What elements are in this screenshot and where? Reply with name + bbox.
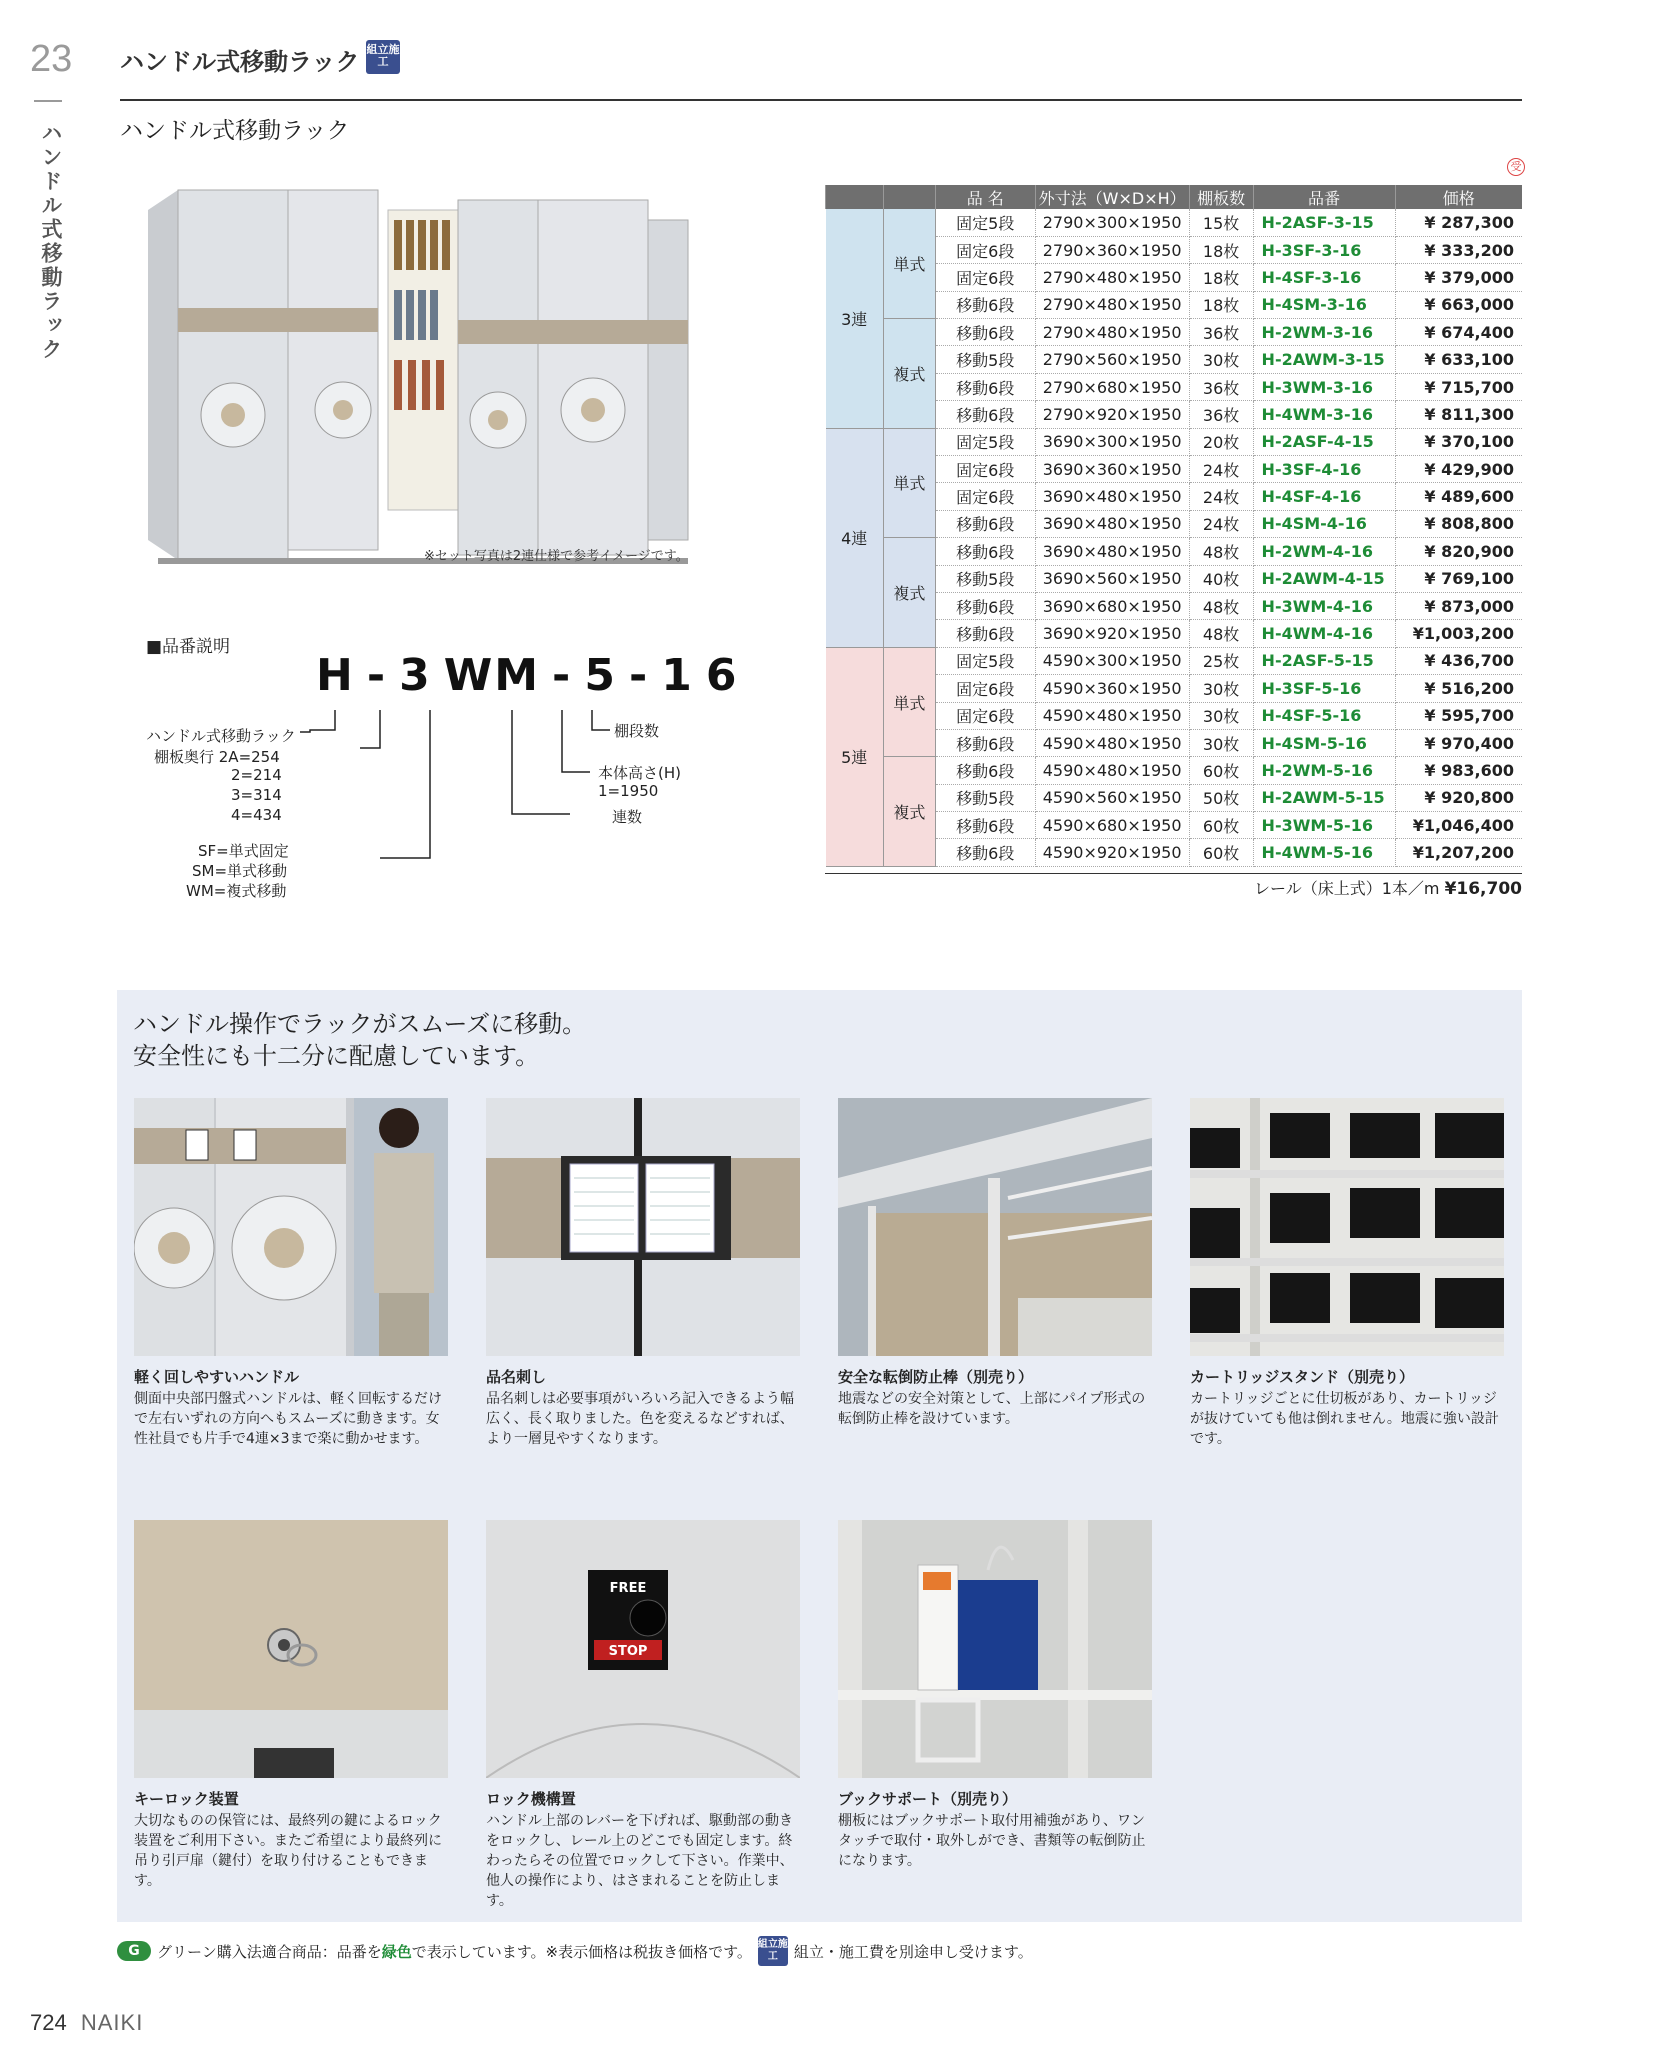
cell-dimensions: 3690×480×1950	[1035, 538, 1189, 565]
feature-card-anti-tip	[838, 1098, 1152, 1429]
feature-card-title: ブックサポート（別売り）	[838, 1790, 1017, 1808]
label-sf: SF=単式固定	[198, 842, 289, 860]
code-part: WM	[443, 650, 541, 701]
model-code-example	[316, 650, 750, 701]
table-row	[826, 757, 1523, 784]
green-purchase-icon: G	[117, 1941, 151, 1961]
table-header-blank	[826, 185, 884, 209]
cell-dimensions: 3690×680×1950	[1035, 592, 1189, 619]
cell-shelves: 48枚	[1189, 620, 1253, 647]
cell-model-code: H-4SM-4-16	[1253, 510, 1395, 537]
cartridge-photo	[1190, 1098, 1504, 1356]
cell-shelves: 24枚	[1189, 483, 1253, 510]
table-row	[826, 319, 1523, 346]
cell-product-name: 固定5段	[935, 428, 1035, 455]
cell-model-code: H-3WM-5-16	[1253, 812, 1395, 839]
cell-model-code: H-3SF-4-16	[1253, 456, 1395, 483]
table-row	[826, 538, 1523, 565]
page-footer	[30, 2010, 143, 2036]
cell-product-name: 移動6段	[935, 729, 1035, 756]
label-depth-2: 2=214	[231, 766, 282, 784]
cell-price: ¥ 370,100	[1395, 428, 1522, 455]
cell-product-name: 移動5段	[935, 784, 1035, 811]
cell-shelves: 18枚	[1189, 236, 1253, 263]
stop-label: STOP	[608, 1644, 648, 1659]
cell-model-code: H-2ASF-4-15	[1253, 428, 1395, 455]
cell-model-code: H-2AWM-3-15	[1253, 346, 1395, 373]
cell-model-code: H-4SM-5-16	[1253, 729, 1395, 756]
feature-card-title: ロック機構置	[486, 1790, 576, 1808]
table-row	[826, 209, 1523, 236]
feature-heading-line: ハンドル操作でラックがスムーズに移動。	[133, 1010, 587, 1038]
page-number: 724	[30, 2010, 67, 2035]
cell-dimensions: 3690×560×1950	[1035, 565, 1189, 592]
free-label: FREE	[609, 1581, 647, 1596]
cell-shelves: 30枚	[1189, 346, 1253, 373]
cell-shelves: 24枚	[1189, 510, 1253, 537]
cell-product-name: 固定6段	[935, 264, 1035, 291]
cell-price: ¥ 970,400	[1395, 729, 1522, 756]
green-rest: で表示しています。※表示価格は税抜き価格です。	[411, 1942, 752, 1961]
cell-dimensions: 2790×300×1950	[1035, 209, 1189, 236]
assembly-badge-icon: 組立施工	[758, 1936, 788, 1966]
cell-dimensions: 3690×300×1950	[1035, 428, 1189, 455]
cell-product-name: 移動6段	[935, 812, 1035, 839]
cell-product-name: 移動6段	[935, 401, 1035, 428]
cell-dimensions: 3690×480×1950	[1035, 510, 1189, 537]
product-photo	[138, 180, 718, 570]
assembly-badge: 組立施工	[366, 40, 400, 74]
cell-product-name: 固定5段	[935, 647, 1035, 674]
cell-shelves: 36枚	[1189, 373, 1253, 400]
cell-shelves: 50枚	[1189, 784, 1253, 811]
lock-mechanism-photo	[486, 1520, 800, 1778]
cell-model-code: H-4SF-4-16	[1253, 483, 1395, 510]
subgroup-label: 単式	[883, 428, 935, 538]
feature-card-title: 軽く回しやすいハンドル	[134, 1368, 300, 1386]
cell-price: ¥1,207,200	[1395, 839, 1522, 866]
cell-product-name: 固定6段	[935, 456, 1035, 483]
cell-model-code: H-4WM-5-16	[1253, 839, 1395, 866]
cell-product-name: 移動6段	[935, 373, 1035, 400]
cell-shelves: 60枚	[1189, 812, 1253, 839]
table-header-price: 価格	[1395, 185, 1522, 209]
cell-shelves: 36枚	[1189, 319, 1253, 346]
cell-model-code: H-2WM-4-16	[1253, 538, 1395, 565]
feature-card-description: 品名刺しは必要事項がいろいろ記入できるよう幅広く、長く取りました。色を変えるなどすれば、より一層見やすくなります。	[486, 1391, 794, 1447]
label-units: 連数	[612, 808, 643, 826]
cell-price: ¥1,003,200	[1395, 620, 1522, 647]
cell-price: ¥ 674,400	[1395, 319, 1522, 346]
cell-model-code: H-2ASF-3-15	[1253, 209, 1395, 236]
feature-card-lock-mechanism	[486, 1520, 800, 1911]
rail-label: レール（床上式）1本／m	[1254, 879, 1440, 898]
feature-card-cartridge	[1190, 1098, 1504, 1449]
cell-shelves: 30枚	[1189, 675, 1253, 702]
code-part: H	[316, 650, 355, 701]
table-header-name: 品 名	[935, 185, 1035, 209]
page-title: ハンドル式移動ラック	[120, 48, 360, 76]
side-title: ハンドル式移動ラック	[39, 122, 63, 362]
subgroup-label: 単式	[883, 209, 935, 319]
cell-dimensions: 3690×920×1950	[1035, 620, 1189, 647]
feature-card-title: カートリッジスタンド（別売り）	[1190, 1368, 1414, 1386]
table-header-code: 品番	[1253, 185, 1395, 209]
cell-model-code: H-4WM-3-16	[1253, 401, 1395, 428]
feature-card-description: ハンドル上部のレバーを下げれば、駆動部の動きをロックし、レール上のどこでも固定します。終わったらその位置でロックして下さい。作業中、他人の操作により、はさまれることを防止します。	[486, 1813, 794, 1909]
cell-product-name: 移動6段	[935, 592, 1035, 619]
cell-product-name: 移動6段	[935, 757, 1035, 784]
table-header-dimensions: 外寸法（W×D×H）	[1035, 185, 1189, 209]
table-row	[826, 647, 1523, 674]
feature-card-description: 大切なものの保管には、最終列の鍵によるロック装置をご利用下さい。またご希望により最終列に吊り引戸扉（鍵付）を取り付けることもできます。	[134, 1813, 442, 1889]
cell-dimensions: 4590×560×1950	[1035, 784, 1189, 811]
cell-shelves: 18枚	[1189, 291, 1253, 318]
cell-product-name: 固定6段	[935, 675, 1035, 702]
cell-shelves: 40枚	[1189, 565, 1253, 592]
cell-shelves: 48枚	[1189, 592, 1253, 619]
group-label: 4連	[826, 428, 884, 647]
cell-dimensions: 4590×300×1950	[1035, 647, 1189, 674]
cell-dimensions: 3690×480×1950	[1035, 483, 1189, 510]
anti-tip-photo	[838, 1098, 1152, 1356]
group-label: 3連	[826, 209, 884, 428]
cell-model-code: H-3WM-4-16	[1253, 592, 1395, 619]
cell-dimensions: 3690×360×1950	[1035, 456, 1189, 483]
section-title: ハンドル式移動ラック	[120, 118, 350, 144]
subgroup-label: 単式	[883, 647, 935, 757]
cell-price: ¥ 808,800	[1395, 510, 1522, 537]
label-product: ハンドル式移動ラック	[146, 727, 296, 745]
feature-card-description: 側面中央部円盤式ハンドルは、軽く回転するだけで左右いずれの方向へもスムーズに動きます。女性社員でも片手で4連×3まで楽に動かせます。	[134, 1391, 442, 1447]
cell-shelves: 25枚	[1189, 647, 1253, 674]
cell-product-name: 移動6段	[935, 620, 1035, 647]
feature-card-description: カートリッジごとに仕切板があり、カートリッジが抜けていても他は倒れません。地震に強い設計です。	[1190, 1391, 1499, 1447]
cell-price: ¥ 436,700	[1395, 647, 1522, 674]
feature-card-title: 安全な転倒防止棒（別売り）	[838, 1368, 1034, 1386]
cell-model-code: H-3SF-3-16	[1253, 236, 1395, 263]
header-divider	[120, 99, 1522, 101]
label-wm: WM=複式移動	[186, 882, 287, 900]
cell-price: ¥ 287,300	[1395, 209, 1522, 236]
table-header-blank	[883, 185, 935, 209]
cell-price: ¥ 663,000	[1395, 291, 1522, 318]
cell-model-code: H-3WM-3-16	[1253, 373, 1395, 400]
footer-note	[117, 1936, 1033, 1966]
code-part: 6	[705, 650, 739, 701]
cell-dimensions: 2790×680×1950	[1035, 373, 1189, 400]
cell-price: ¥1,046,400	[1395, 812, 1522, 839]
cell-price: ¥ 516,200	[1395, 675, 1522, 702]
assembly-note: 組立・施工費を別途申し受けます。	[793, 1942, 1033, 1961]
green-word: 緑色	[381, 1942, 412, 1961]
handle-photo	[134, 1098, 448, 1356]
subgroup-label: 複式	[883, 319, 935, 429]
price-table	[825, 185, 1522, 867]
cell-price: ¥ 769,100	[1395, 565, 1522, 592]
cell-model-code: H-2ASF-5-15	[1253, 647, 1395, 674]
cell-product-name: 移動6段	[935, 538, 1035, 565]
cell-dimensions: 4590×680×1950	[1035, 812, 1189, 839]
subgroup-label: 複式	[883, 757, 935, 867]
code-part: -	[552, 650, 573, 701]
feature-card-title: キーロック装置	[134, 1790, 239, 1808]
label-depth-title: 棚板奥行 2A=254	[154, 748, 280, 766]
label-depth-4: 4=434	[231, 806, 282, 824]
cell-product-name: 固定5段	[935, 209, 1035, 236]
table-row	[826, 428, 1523, 455]
feature-card-handle	[134, 1098, 448, 1449]
cell-price: ¥ 429,900	[1395, 456, 1522, 483]
cell-price: ¥ 983,600	[1395, 757, 1522, 784]
code-part: -	[366, 650, 388, 701]
cell-price: ¥ 811,300	[1395, 401, 1522, 428]
cell-shelves: 48枚	[1189, 538, 1253, 565]
cell-product-name: 移動6段	[935, 291, 1035, 318]
cell-product-name: 移動6段	[935, 510, 1035, 537]
cell-shelves: 30枚	[1189, 702, 1253, 729]
subgroup-label: 複式	[883, 538, 935, 648]
cell-shelves: 30枚	[1189, 729, 1253, 756]
cell-price: ¥ 595,700	[1395, 702, 1522, 729]
cell-model-code: H-2AWM-4-15	[1253, 565, 1395, 592]
cell-dimensions: 2790×480×1950	[1035, 264, 1189, 291]
cell-product-name: 移動6段	[935, 839, 1035, 866]
label-shelves: 棚段数	[614, 722, 660, 740]
cell-model-code: H-4WM-4-16	[1253, 620, 1395, 647]
cell-product-name: 固定6段	[935, 702, 1035, 729]
feature-card-key-lock	[134, 1520, 448, 1891]
cell-shelves: 20枚	[1189, 428, 1253, 455]
cell-shelves: 24枚	[1189, 456, 1253, 483]
cell-model-code: H-2WM-3-16	[1253, 319, 1395, 346]
cell-shelves: 18枚	[1189, 264, 1253, 291]
cell-dimensions: 4590×480×1950	[1035, 757, 1189, 784]
rail-price: ¥16,700	[1444, 879, 1522, 899]
code-part: 5	[584, 650, 617, 701]
cell-dimensions: 2790×360×1950	[1035, 236, 1189, 263]
book-support-photo	[838, 1520, 1152, 1778]
cell-price: ¥ 333,200	[1395, 236, 1522, 263]
cell-product-name: 固定6段	[935, 483, 1035, 510]
table-header-row	[826, 185, 1523, 209]
cell-product-name: 固定6段	[935, 236, 1035, 263]
cell-dimensions: 4590×480×1950	[1035, 702, 1189, 729]
code-part: 1	[661, 650, 694, 701]
feature-heading-line: 安全性にも十二分に配慮しています。	[133, 1042, 540, 1070]
feature-card-title: 品名刺し	[486, 1368, 547, 1386]
cell-model-code: H-2WM-5-16	[1253, 757, 1395, 784]
label-sm: SM=単式移動	[192, 862, 288, 880]
chapter-divider	[34, 100, 62, 102]
cell-price: ¥ 715,700	[1395, 373, 1522, 400]
cell-shelves: 60枚	[1189, 839, 1253, 866]
cell-shelves: 36枚	[1189, 401, 1253, 428]
cell-dimensions: 2790×920×1950	[1035, 401, 1189, 428]
feature-card-book-support	[838, 1520, 1152, 1871]
cell-model-code: H-4SF-3-16	[1253, 264, 1395, 291]
cell-model-code: H-4SF-5-16	[1253, 702, 1395, 729]
photo-note: ※セット写真は2連仕様で参考イメージです。	[424, 549, 689, 564]
cell-dimensions: 2790×480×1950	[1035, 319, 1189, 346]
cell-shelves: 60枚	[1189, 757, 1253, 784]
brand-name: NAIKI	[80, 2010, 144, 2035]
cell-dimensions: 4590×920×1950	[1035, 839, 1189, 866]
feature-card-name-holder	[486, 1098, 800, 1449]
cell-price: ¥ 873,000	[1395, 592, 1522, 619]
cell-dimensions: 4590×360×1950	[1035, 675, 1189, 702]
cell-product-name: 移動5段	[935, 346, 1035, 373]
cell-price: ¥ 920,800	[1395, 784, 1522, 811]
chapter-number: 23	[30, 38, 73, 80]
order-mark-icon: 受	[1507, 158, 1525, 176]
cell-price: ¥ 633,100	[1395, 346, 1522, 373]
rail-price-row	[825, 873, 1522, 899]
code-explanation-heading: ■品番説明	[146, 637, 231, 657]
cell-dimensions: 2790×480×1950	[1035, 291, 1189, 318]
label-height: 本体高さ(H)	[598, 764, 681, 782]
cell-shelves: 15枚	[1189, 209, 1253, 236]
code-part: -	[628, 650, 650, 701]
cell-price: ¥ 379,000	[1395, 264, 1522, 291]
feature-card-description: 地震などの安全対策として、上部にパイプ形式の転倒防止棒を設けています。	[838, 1391, 1146, 1427]
cell-dimensions: 2790×560×1950	[1035, 346, 1189, 373]
table-header-shelves: 棚板数	[1189, 185, 1253, 209]
cell-dimensions: 4590×480×1950	[1035, 729, 1189, 756]
feature-panel	[117, 990, 1522, 1922]
feature-heading	[133, 1008, 586, 1072]
cell-price: ¥ 489,600	[1395, 483, 1522, 510]
code-part: 3	[399, 650, 432, 701]
cell-product-name: 移動6段	[935, 319, 1035, 346]
group-label: 5連	[826, 647, 884, 866]
green-label: グリーン購入法適合商品：品番を	[157, 1942, 382, 1961]
key-lock-photo	[134, 1520, 448, 1778]
cell-product-name: 移動5段	[935, 565, 1035, 592]
cell-model-code: H-4SM-3-16	[1253, 291, 1395, 318]
label-depth-3: 3=314	[231, 786, 282, 804]
name-holder-photo	[486, 1098, 800, 1356]
cell-price: ¥ 820,900	[1395, 538, 1522, 565]
cell-model-code: H-3SF-5-16	[1253, 675, 1395, 702]
cell-model-code: H-2AWM-5-15	[1253, 784, 1395, 811]
feature-card-description: 棚板にはブックサポート取付用補強があり、ワンタッチで取付・取外しができ、書類等の転倒防止になります。	[838, 1813, 1146, 1869]
label-height-value: 1=1950	[598, 782, 659, 800]
